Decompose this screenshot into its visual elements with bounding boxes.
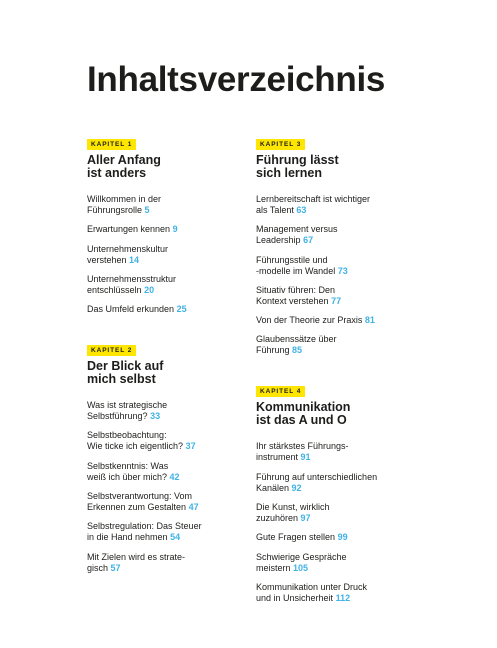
page-number: 54: [170, 532, 181, 543]
page-number: 25: [176, 304, 187, 315]
toc-entry-text: Unternehmenskultur verstehen: [87, 243, 169, 265]
page-title: Inhaltsverzeichnis: [87, 60, 386, 99]
page-number: 20: [144, 284, 155, 295]
page-number: 81: [364, 315, 375, 326]
toc-entry-text: Glaubenssätze über Führung: [256, 334, 337, 356]
page-number: 57: [110, 562, 121, 573]
chapter-badge: KAPITEL 3: [256, 139, 305, 150]
page-number: 37: [185, 441, 196, 452]
chapter-title: Der Blick auf mich selbst: [87, 359, 164, 387]
toc-entry[interactable]: [256, 552, 456, 574]
toc-entry-text: Unternehmensstruktur entschlüsseln: [87, 273, 177, 295]
chapter-title: Führung lässt sich lernen: [256, 153, 339, 180]
toc-entry-text: Selbstverantwortung: Vom Erkennen zum Gestalten: [87, 491, 193, 513]
page-number: 112: [335, 592, 351, 603]
toc-entry-text: Die Kunst, wirklich zuzuhören: [256, 502, 330, 524]
toc-entry[interactable]: [256, 532, 456, 543]
toc-entry-text: Führungsstile und -modelle im Wandel: [256, 254, 336, 276]
chapter-title: Kommunikation ist das A und O: [256, 400, 351, 428]
page-number: 63: [296, 205, 307, 215]
toc-entry-text: Management versus Leadership: [256, 224, 338, 246]
toc-entry[interactable]: [256, 224, 456, 246]
toc-entry[interactable]: [256, 441, 456, 463]
toc-entry-text: Führung auf unterschiedlichen Kanälen: [256, 471, 378, 493]
page-number: 73: [337, 265, 348, 276]
toc-entry[interactable]: [256, 194, 456, 216]
toc-entry-text: Erwartungen kennen: [87, 224, 171, 235]
toc-entry-text: Schwierige Gespräche meistern: [256, 551, 347, 573]
toc-entry-text: Willkommen in der Führungsrolle: [87, 194, 162, 215]
toc-entry[interactable]: [256, 334, 456, 356]
toc-entry-text: Das Umfeld erkunden: [87, 304, 175, 315]
page-number: 47: [188, 502, 199, 513]
page-number: 14: [129, 254, 140, 265]
toc-entry-text: Selbstkenntnis: Was weiß ich über mich?: [87, 460, 169, 482]
toc-entry-text: Ihr stärkstes Führungs- instrument: [256, 441, 349, 463]
page-number: 5: [144, 205, 150, 215]
page-number: 67: [303, 235, 314, 246]
toc-entry-text: Selbstbeobachtung: Wie ticke ich eigentlich?: [87, 430, 184, 452]
page-number: 85: [292, 345, 303, 356]
toc-entry[interactable]: [256, 502, 456, 524]
page-number: 105: [293, 562, 309, 573]
page-number: 33: [150, 411, 161, 422]
toc-entry[interactable]: [256, 315, 456, 326]
chapter-4: [256, 380, 456, 603]
chapter-badge: KAPITEL 4: [256, 386, 305, 397]
toc-entry[interactable]: [256, 582, 456, 604]
toc-entry-text: Gute Fragen stellen: [256, 532, 336, 543]
toc-entry-text: Von der Theorie zur Praxis: [256, 315, 363, 326]
chapter-3: [256, 133, 456, 356]
toc-column-right: [256, 133, 456, 628]
toc-entry[interactable]: [256, 285, 456, 307]
toc-entry-text: Selbstregulation: Das Steuer in die Hand nehmen: [87, 521, 202, 543]
page-number: 92: [291, 482, 302, 493]
toc-entry-text: Mit Zielen wird es strate- gisch: [87, 551, 186, 573]
toc-entry[interactable]: [256, 472, 456, 494]
toc-entry[interactable]: [256, 255, 456, 277]
toc-entry-text: Situativ führen: Den Kontext verstehen: [256, 284, 336, 306]
toc-entry-text: Kommunikation unter Druck und in Unsicherheit: [256, 581, 368, 603]
page-number: 91: [300, 452, 311, 463]
page-number: 77: [331, 295, 342, 306]
toc-entry-text: Was ist strategische Selbstführung?: [87, 400, 168, 422]
page-number: 42: [169, 471, 180, 482]
page-number: 97: [300, 513, 311, 524]
chapter-title: Aller Anfang ist anders: [87, 153, 161, 180]
toc-entry-text: Lernbereitschaft ist wichtiger als Talent: [256, 194, 371, 215]
chapter-badge: KAPITEL 2: [87, 345, 136, 356]
page-number: 9: [172, 224, 178, 235]
page-number: 99: [337, 532, 348, 543]
chapter-badge: KAPITEL 1: [87, 139, 136, 150]
